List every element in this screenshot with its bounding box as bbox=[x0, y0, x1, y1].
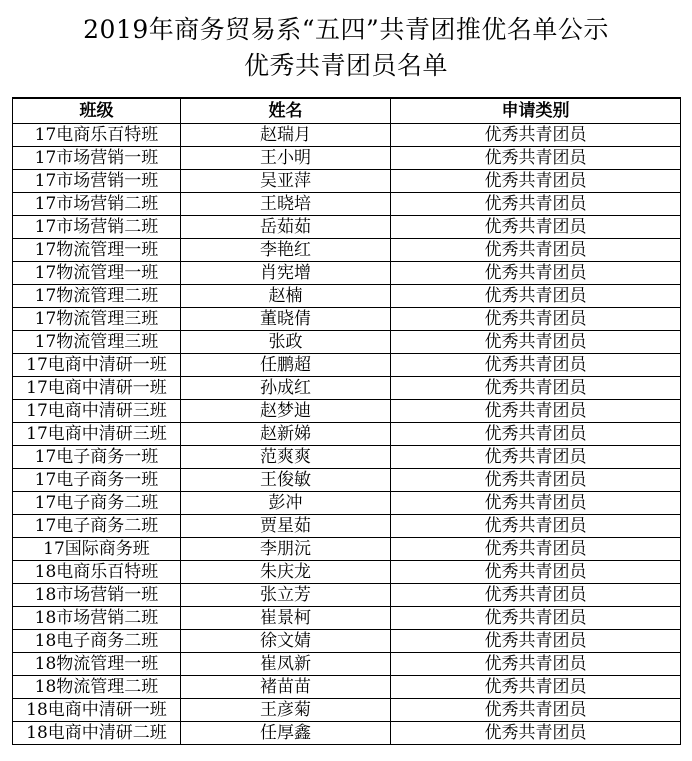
table-row bbox=[13, 354, 681, 377]
cell-category: 优秀共青团员 bbox=[391, 492, 681, 515]
cell-class: 18物流管理二班 bbox=[13, 676, 181, 699]
table-row bbox=[13, 515, 681, 538]
table-row bbox=[13, 630, 681, 653]
main-title: 2019年商务贸易系“五四”共青团推优名单公示 bbox=[83, 15, 609, 44]
table-row bbox=[13, 538, 681, 561]
table-row bbox=[13, 285, 681, 308]
cell-name: 范爽爽 bbox=[181, 446, 391, 469]
cell-class: 18电商乐百特班 bbox=[13, 561, 181, 584]
cell-name: 王彦菊 bbox=[181, 699, 391, 722]
cell-class: 17电子商务一班 bbox=[13, 469, 181, 492]
table-row bbox=[13, 492, 681, 515]
table-row bbox=[13, 722, 681, 745]
cell-class: 17市场营销一班 bbox=[13, 170, 181, 193]
cell-name: 肖宪增 bbox=[181, 262, 391, 285]
cell-class: 18市场营销二班 bbox=[13, 607, 181, 630]
cell-name: 王小明 bbox=[181, 147, 391, 170]
table-row bbox=[13, 584, 681, 607]
cell-category: 优秀共青团员 bbox=[391, 193, 681, 216]
cell-name: 朱庆龙 bbox=[181, 561, 391, 584]
header-class: 班级 bbox=[13, 98, 181, 124]
cell-class: 17国际商务班 bbox=[13, 538, 181, 561]
table-row bbox=[13, 124, 681, 147]
cell-class: 17电子商务一班 bbox=[13, 446, 181, 469]
cell-name: 褚苗苗 bbox=[181, 676, 391, 699]
cell-category: 优秀共青团员 bbox=[391, 354, 681, 377]
cell-class: 17电商乐百特班 bbox=[13, 124, 181, 147]
cell-class: 17市场营销一班 bbox=[13, 147, 181, 170]
cell-name: 张立芳 bbox=[181, 584, 391, 607]
cell-class: 18电子商务二班 bbox=[13, 630, 181, 653]
cell-category: 优秀共青团员 bbox=[391, 446, 681, 469]
table-row bbox=[13, 699, 681, 722]
cell-name: 张政 bbox=[181, 331, 391, 354]
table-row bbox=[13, 147, 681, 170]
cell-name: 赵梦迪 bbox=[181, 400, 391, 423]
cell-class: 18电商中清研一班 bbox=[13, 699, 181, 722]
table-row bbox=[13, 170, 681, 193]
cell-category: 优秀共青团员 bbox=[391, 676, 681, 699]
cell-class: 17物流管理二班 bbox=[13, 285, 181, 308]
header-category: 申请类别 bbox=[391, 98, 681, 124]
table-row bbox=[13, 676, 681, 699]
table-row bbox=[13, 308, 681, 331]
cell-category: 优秀共青团员 bbox=[391, 400, 681, 423]
table-row bbox=[13, 561, 681, 584]
header-name: 姓名 bbox=[181, 98, 391, 124]
cell-name: 岳茹茹 bbox=[181, 216, 391, 239]
table-row bbox=[13, 239, 681, 262]
table-row bbox=[13, 400, 681, 423]
cell-class: 17电商中清研三班 bbox=[13, 400, 181, 423]
table-row bbox=[13, 262, 681, 285]
cell-class: 17市场营销二班 bbox=[13, 216, 181, 239]
cell-name: 赵瑞月 bbox=[181, 124, 391, 147]
cell-class: 17物流管理一班 bbox=[13, 239, 181, 262]
table-row bbox=[13, 377, 681, 400]
header-row bbox=[13, 98, 681, 124]
cell-name: 徐文婧 bbox=[181, 630, 391, 653]
roster-body bbox=[13, 124, 681, 745]
sub-title: 优秀共青团员名单 bbox=[243, 51, 448, 80]
cell-class: 18物流管理一班 bbox=[13, 653, 181, 676]
cell-class: 17电商中清研一班 bbox=[13, 377, 181, 400]
table-row bbox=[13, 216, 681, 239]
cell-name: 贾星茹 bbox=[181, 515, 391, 538]
cell-category: 优秀共青团员 bbox=[391, 331, 681, 354]
table-row bbox=[13, 653, 681, 676]
cell-category: 优秀共青团员 bbox=[391, 515, 681, 538]
cell-category: 优秀共青团员 bbox=[391, 699, 681, 722]
cell-name: 彭冲 bbox=[181, 492, 391, 515]
cell-category: 优秀共青团员 bbox=[391, 561, 681, 584]
cell-category: 优秀共青团员 bbox=[391, 308, 681, 331]
cell-name: 任厚鑫 bbox=[181, 722, 391, 745]
cell-name: 任鹏超 bbox=[181, 354, 391, 377]
cell-category: 优秀共青团员 bbox=[391, 423, 681, 446]
cell-class: 17物流管理一班 bbox=[13, 262, 181, 285]
cell-class: 18电商中清研二班 bbox=[13, 722, 181, 745]
cell-category: 优秀共青团员 bbox=[391, 170, 681, 193]
cell-category: 优秀共青团员 bbox=[391, 607, 681, 630]
cell-category: 优秀共青团员 bbox=[391, 285, 681, 308]
cell-name: 崔景柯 bbox=[181, 607, 391, 630]
cell-class: 17物流管理三班 bbox=[13, 331, 181, 354]
cell-category: 优秀共青团员 bbox=[391, 147, 681, 170]
cell-category: 优秀共青团员 bbox=[391, 239, 681, 262]
cell-name: 崔凤新 bbox=[181, 653, 391, 676]
cell-category: 优秀共青团员 bbox=[391, 584, 681, 607]
cell-category: 优秀共青团员 bbox=[391, 216, 681, 239]
cell-name: 王俊敏 bbox=[181, 469, 391, 492]
cell-name: 赵楠 bbox=[181, 285, 391, 308]
table-row bbox=[13, 607, 681, 630]
cell-name: 董晓倩 bbox=[181, 308, 391, 331]
cell-category: 优秀共青团员 bbox=[391, 538, 681, 561]
cell-class: 17电商中清研一班 bbox=[13, 354, 181, 377]
table-row bbox=[13, 331, 681, 354]
table-row bbox=[13, 423, 681, 446]
cell-category: 优秀共青团员 bbox=[391, 469, 681, 492]
table-row bbox=[13, 469, 681, 492]
cell-category: 优秀共青团员 bbox=[391, 653, 681, 676]
cell-name: 赵新娣 bbox=[181, 423, 391, 446]
cell-class: 17市场营销二班 bbox=[13, 193, 181, 216]
cell-class: 18市场营销一班 bbox=[13, 584, 181, 607]
table-row bbox=[13, 446, 681, 469]
cell-class: 17物流管理三班 bbox=[13, 308, 181, 331]
cell-class: 17电子商务二班 bbox=[13, 515, 181, 538]
cell-name: 吴亚萍 bbox=[181, 170, 391, 193]
cell-name: 孙成红 bbox=[181, 377, 391, 400]
cell-name: 李朋沅 bbox=[181, 538, 391, 561]
cell-category: 优秀共青团员 bbox=[391, 722, 681, 745]
roster-table bbox=[12, 97, 681, 745]
cell-class: 17电商中清研三班 bbox=[13, 423, 181, 446]
cell-category: 优秀共青团员 bbox=[391, 124, 681, 147]
cell-category: 优秀共青团员 bbox=[391, 630, 681, 653]
cell-name: 李艳红 bbox=[181, 239, 391, 262]
cell-class: 17电子商务二班 bbox=[13, 492, 181, 515]
cell-category: 优秀共青团员 bbox=[391, 262, 681, 285]
cell-name: 王晓培 bbox=[181, 193, 391, 216]
cell-category: 优秀共青团员 bbox=[391, 377, 681, 400]
table-row bbox=[13, 193, 681, 216]
